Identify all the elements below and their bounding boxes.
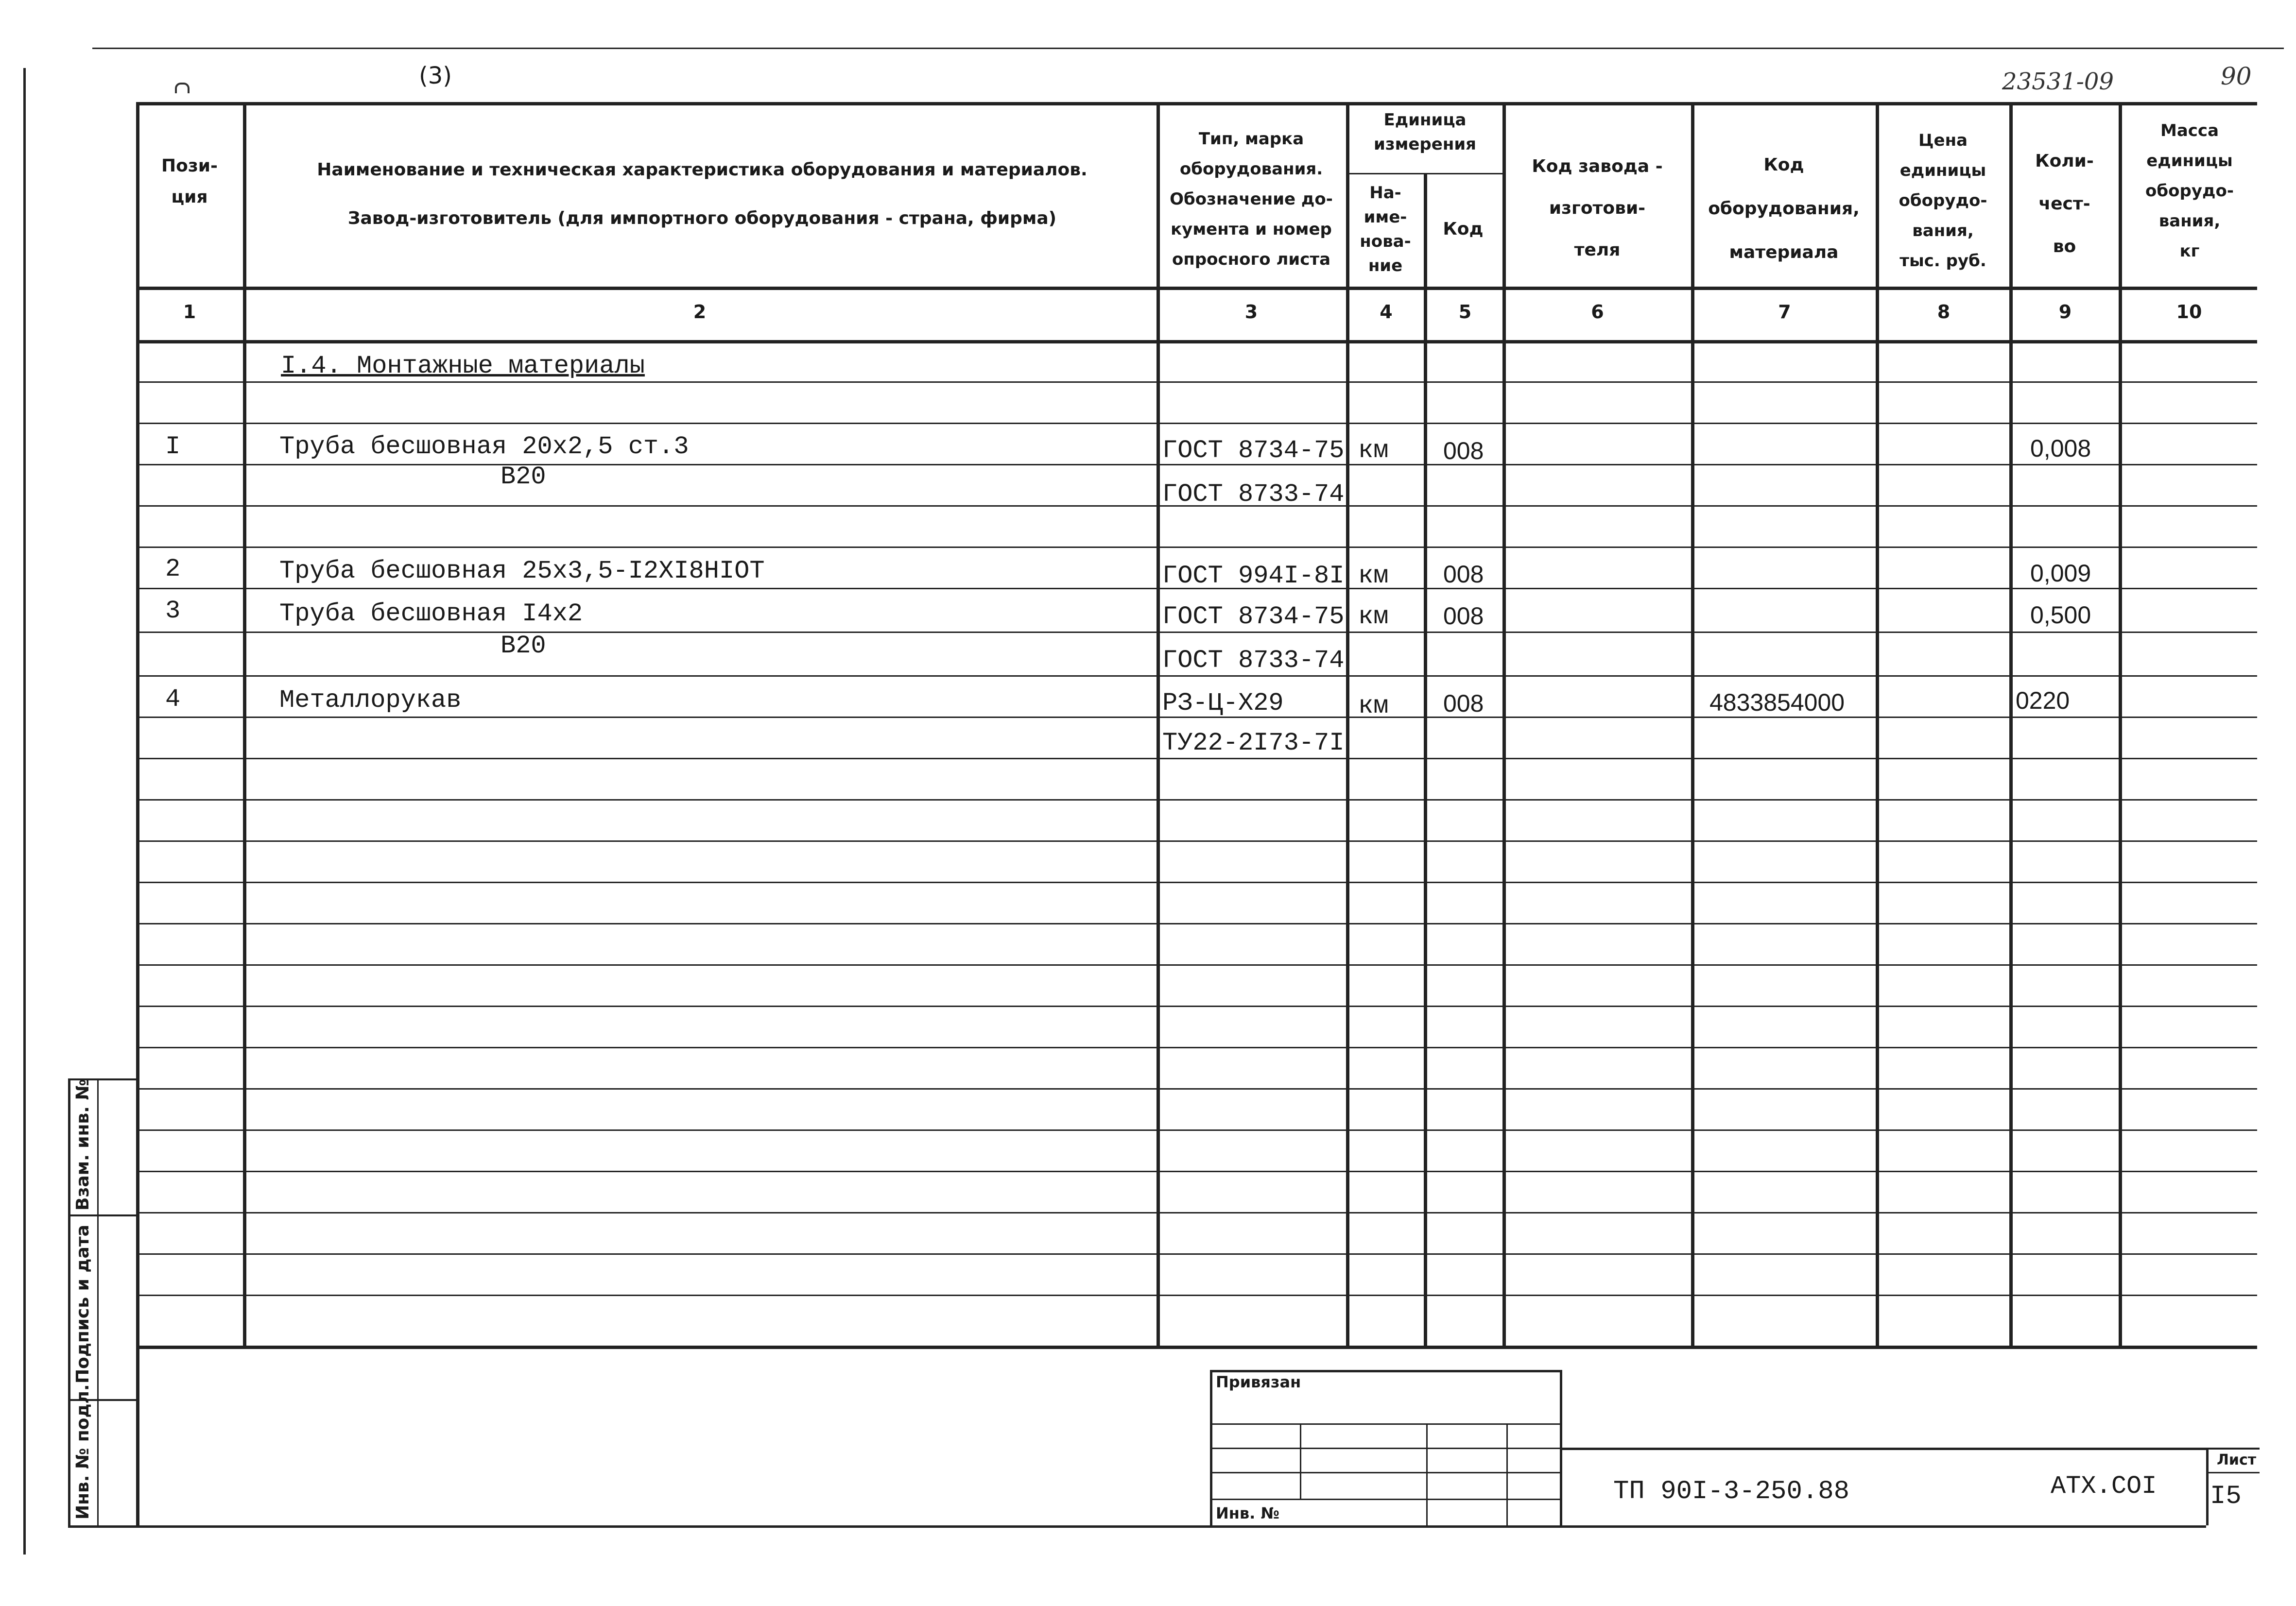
row3-unit: км (1358, 602, 1389, 631)
col-number-5: 5 (1458, 301, 1472, 323)
sheet-label: Лист (2217, 1452, 2257, 1469)
sheet-code: АТХ.COI (2051, 1472, 2157, 1501)
row1-position: I (165, 432, 181, 461)
row3-doc: ГОСТ 8734-75 (1162, 602, 1345, 631)
col-number-7: 7 (1778, 301, 1791, 323)
row4-equipment-code: 4833854000 (1709, 689, 1845, 716)
col-number-4: 4 (1380, 301, 1393, 323)
col-number-9: 9 (2058, 301, 2072, 323)
row3-position: 3 (165, 597, 181, 625)
header-equipment-code: Код оборудования, материала (1708, 155, 1860, 262)
row2-name: Труба бесшовная 25х3,5-I2XI8HIOT (279, 557, 765, 585)
row1-unit-code: 008 (1443, 437, 1484, 464)
row2-quantity: 0,009 (2030, 560, 2091, 587)
header-unit-code: Код (1443, 219, 1484, 239)
row3-quantity: 0,500 (2030, 601, 2091, 629)
col-number-1: 1 (183, 301, 196, 323)
col-number-6: 6 (1591, 301, 1604, 323)
header-quantity: Коли- чест- во (2035, 151, 2094, 256)
row4-doc: РЗ-Ц-Х29 (1162, 689, 1284, 718)
header-position: Пози- ция (161, 156, 218, 207)
header-unit-group: Единица измерения (1374, 110, 1476, 154)
row1-doc: ГОСТ 8734-75 (1162, 436, 1345, 465)
header-factory-code: Код завода - изготови- теля (1532, 156, 1663, 260)
header-unit-name: На- име- нова- ние (1360, 183, 1411, 275)
row4-doc2: ТУ22-2I73-7I (1162, 729, 1345, 757)
row4-unit-code: 008 (1443, 690, 1484, 717)
frame-left-outer (23, 68, 26, 1555)
row4-unit: км (1358, 692, 1389, 720)
sheet-number: I5 (2210, 1482, 2242, 1511)
page-marker: (3) (419, 62, 452, 89)
header-type-mark: Тип, марка оборудования. Обозначение до- кумента и номер опросного листа (1170, 129, 1333, 269)
row3-unit-code: 008 (1443, 602, 1484, 630)
row4-position: 4 (165, 685, 181, 714)
header-price: Цена единицы оборудо- вания, тыс. руб. (1899, 131, 1987, 271)
side-label-podpis: Подпись и дата (73, 1225, 93, 1384)
privyazan-label: Привязан (1216, 1373, 1301, 1391)
row3-name: Труба бесшовная I4х2 (279, 599, 583, 628)
col-number-2: 2 (693, 301, 707, 323)
header-name: Наименование и техническая характеристика оборудования и материалов. Завод-изготовитель (для импортного оборудования - страна, фирма) (317, 160, 1088, 228)
row2-unit-code: 008 (1443, 561, 1484, 588)
col-number-10: 10 (2176, 301, 2202, 323)
frame-top-rule (92, 48, 2284, 49)
row3-doc2: ГОСТ 8733-74 (1162, 646, 1345, 675)
row1-sub: В20 (501, 462, 546, 491)
row2-doc: ГОСТ 994I-8I (1162, 562, 1345, 590)
page-number: 90 (2221, 62, 2252, 90)
row3-sub: В20 (501, 632, 546, 660)
corner-mark (175, 83, 190, 93)
side-label-inv-podl: Инв. № подл. (73, 1384, 93, 1520)
row1-unit: км (1358, 436, 1389, 465)
section-title: I.4. Монтажные материалы (281, 352, 645, 380)
row1-quantity: 0,008 (2030, 435, 2091, 462)
row4-name: Металлорукав (279, 686, 462, 715)
row2-unit: км (1358, 562, 1389, 590)
row1-doc2: ГОСТ 8733-74 (1162, 480, 1345, 509)
inv-no-label: Инв. № (1216, 1504, 1279, 1522)
col-number-3: 3 (1244, 301, 1258, 323)
col-number-8: 8 (1937, 301, 1951, 323)
doc-number: 23531-09 (2002, 68, 2114, 95)
row1-name: Труба бесшовная 20х2,5 ст.3 (279, 432, 689, 461)
row2-position: 2 (165, 555, 181, 583)
row4-quantity: 0220 (2016, 687, 2070, 714)
header-mass: Масса единицы оборудо- вания, кг (2145, 121, 2234, 261)
doc-code: ТП 90I-3-250.88 (1613, 1477, 1850, 1506)
side-label-vzam: Взам. инв. № (73, 1079, 93, 1211)
